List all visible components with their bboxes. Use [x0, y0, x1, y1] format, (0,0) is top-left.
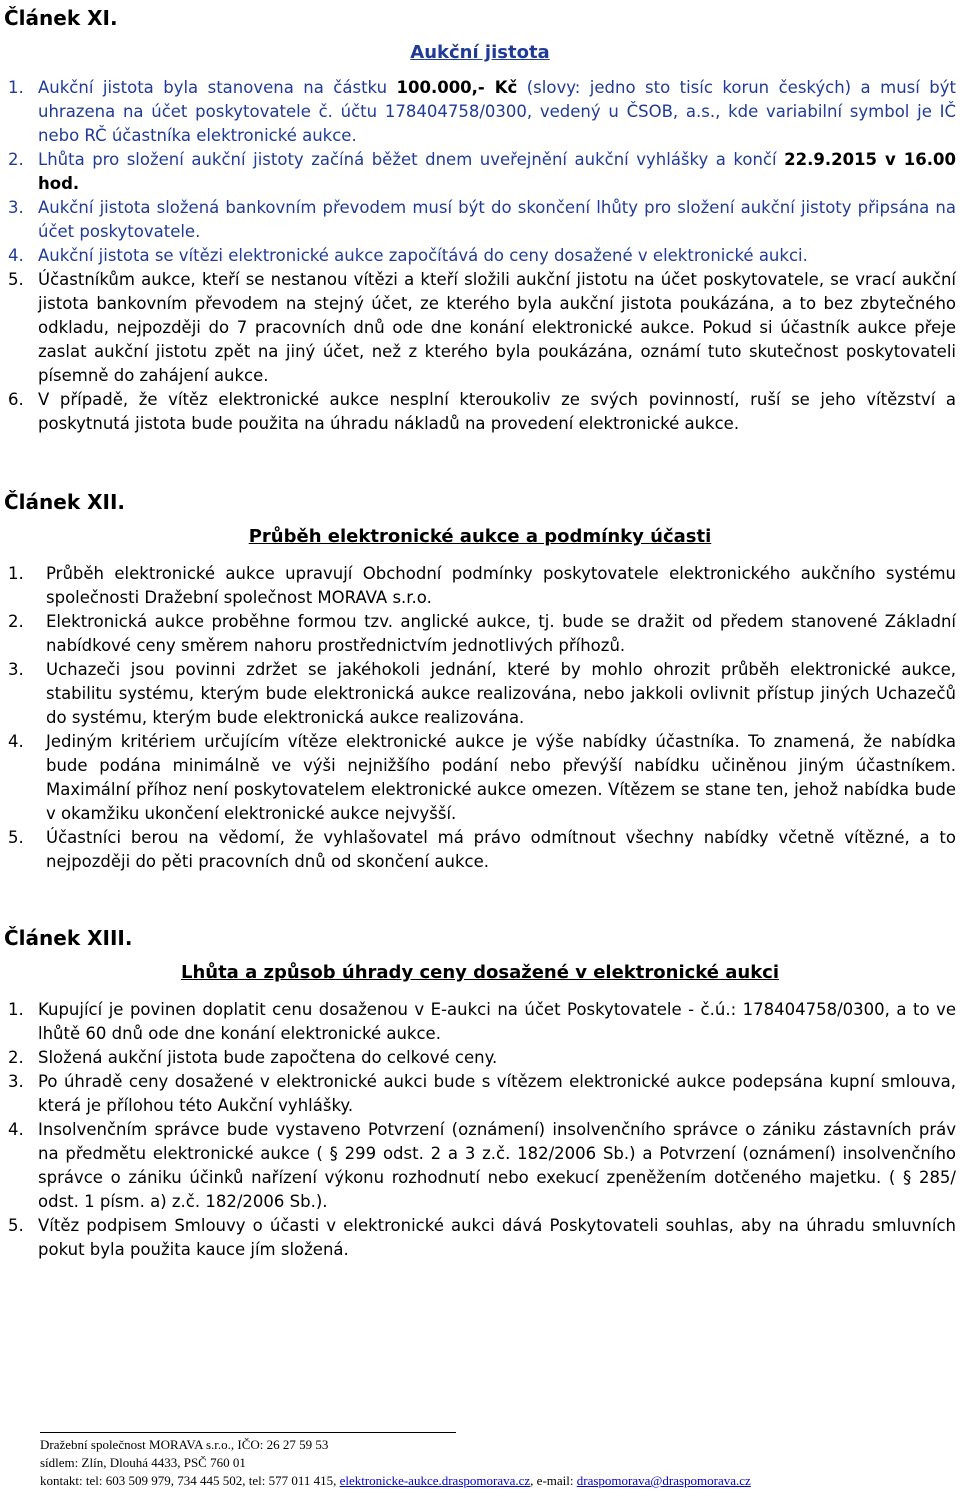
footer-company: Dražební společnost MORAVA s.r.o., IČO: 26 27 59 53 — [40, 1437, 329, 1452]
item-number: 1. — [8, 564, 24, 583]
item-number: 4. — [8, 1120, 24, 1139]
item-text: Aukční jistota složená bankovním převodem musí být do skončení lhůty pro složení aukční jistoty připsána na účet poskytovatele. — [38, 198, 956, 241]
article-13-list — [8, 998, 956, 1262]
footer-contact: kontakt: tel: 603 509 979, 734 445 502, tel: 577 011 415, elektronicke-aukce.draspomorava.cz, e-mail: draspomorava@draspomorava.cz — [40, 1473, 751, 1488]
item-number: 2. — [8, 612, 24, 631]
item-text: Průběh elektronické aukce upravují Obchodní podmínky poskytovatele elektronického aukčního systému společnosti Dražební společnost MORAVA s.r.o. — [46, 564, 956, 607]
list-item — [8, 998, 956, 1046]
list-item — [8, 148, 956, 196]
article-12-list — [8, 562, 956, 874]
item-text: Aukční jistota se vítězi elektronické aukce započítává do ceny dosažené v elektronické aukci. — [38, 246, 808, 265]
item-number: 5. — [8, 1216, 24, 1235]
item-text: Elektronická aukce proběhne formou tzv. anglické aukce, tj. bude se dražit od předem stanovené Základní nabídkové ceny směrem nahoru prostřednictvím jednotlivých příhozů. — [46, 612, 956, 655]
list-item — [8, 730, 956, 826]
item-text: Lhůta pro složení aukční jistoty začíná běžet dnem uveřejnění aukční vyhlášky a končí 22.9.2015 v 16.00 hod. — [38, 150, 956, 193]
list-item — [8, 244, 956, 268]
item-text: Aukční jistota byla stanovena na částku 100.000,- Kč (slovy: jedno sto tisíc korun českých) a musí být uhrazena na účet poskytovatele č. účtu 178404758/0300, vedený u ČSOB, a.s., kde variabilní symbol je IČ nebo RČ účastníka elektronické aukce. — [38, 78, 956, 145]
list-item — [8, 562, 956, 610]
list-item — [8, 1214, 956, 1262]
item-text: Po úhradě ceny dosažené v elektronické aukci bude s vítězem elektronické aukce podepsána kupní smlouva, která je přílohou této Aukční vyhlášky. — [38, 1072, 956, 1115]
item-number: 4. — [8, 732, 24, 751]
list-item — [8, 76, 956, 148]
item-number: 3. — [8, 1072, 24, 1091]
item-number: 3. — [8, 198, 24, 217]
article-13-heading: Článek XIII. — [4, 926, 133, 950]
list-item — [8, 1046, 956, 1070]
item-number: 2. — [8, 150, 24, 169]
item-text: V případě, že vítěz elektronické aukce nesplní kteroukoliv ze svých povinností, ruší se jeho vítězství a poskytnutá jistota bude použita na úhradu nákladů na provedení elektronické aukce. — [38, 390, 956, 433]
list-item — [8, 1118, 956, 1214]
deadline-bold: 22.9.2015 v 16.00 hod. — [38, 150, 956, 193]
list-item — [8, 388, 956, 436]
item-text: Vítěz podpisem Smlouvy o účasti v elektronické aukci dává Poskytovateli souhlas, aby na úhradu smluvních pokut byla použita kauce jím složená. — [38, 1216, 956, 1259]
footer-address: sídlem: Zlín, Dlouhá 4433, PSČ 760 01 — [40, 1455, 246, 1470]
item-text: Uchazeči jsou povinni zdržet se jakéhokoli jednání, které by mohlo ohrozit průběh elektronické aukce, stabilitu systému, kterým bude elektronická aukce realizována, nebo jakkoli ovlivnit přístup jiných Uchazečů do systému, kterým bude elektronická aukce realizována. — [46, 660, 956, 727]
email-link[interactable]: draspomorava@draspomorava.cz — [576, 1473, 751, 1488]
website-link[interactable]: elektronicke-aukce.draspomorava.cz — [339, 1473, 531, 1488]
list-item — [8, 196, 956, 244]
article-11-heading: Článek XI. — [4, 6, 118, 30]
item-number: 5. — [8, 828, 24, 847]
item-text: Jediným kritériem určujícím vítěze elektronické aukce je výše nabídky účastníka. To znamená, že nabídka bude podána minimálně ve výši nejnižšího podání nebo převýší nabídku učiněnou jiným účastníkem. Maximální příhoz není poskytovatelem elektronické aukce omezen. Vítězem se stane ten, jehož nabídka bude v okamžiku ukončení elektronické aukce nejvyšší. — [46, 732, 956, 823]
list-item — [8, 1070, 956, 1118]
item-text: Složená aukční jistota bude započtena do celkové ceny. — [38, 1048, 498, 1067]
article-11-subheading: Aukční jistota — [410, 42, 550, 63]
amount-bold: 100.000,- Kč — [396, 78, 518, 97]
article-13-subheading: Lhůta a způsob úhrady ceny dosažené v elektronické aukci — [180, 962, 780, 983]
item-number: 5. — [8, 270, 24, 289]
list-item — [8, 826, 956, 874]
footer — [40, 1436, 751, 1490]
list-item — [8, 268, 956, 388]
item-text: Kupující je povinen doplatit cenu dosaženou v E-aukci na účet Poskytovatele - č.ú.: 178404758/0300, a to ve lhůtě 60 dnů ode dne konání elektronické aukce. — [38, 1000, 956, 1043]
item-text: Účastníci berou na vědomí, že vyhlašovatel má právo odmítnout všechny nabídky včetně vítězné, a to nejpozději do pěti pracovních dnů od skončení aukce. — [46, 828, 956, 871]
list-item — [8, 658, 956, 730]
article-12-subheading: Průběh elektronické aukce a podmínky účasti — [248, 526, 712, 547]
item-text: Účastníkům aukce, kteří se nestanou vítězi a kteří složili aukční jistotu na účet poskytovatele, se vrací aukční jistota bankovním převodem na stejný účet, ze kterého byla aukční jistota poukázána, a to bez zbytečného odkladu, nejpozději do 7 pracovních dnů ode dne konání elektronické aukce. Pokud si účastník aukce přeje zaslat aukční jistotu zpět na jiný účet, než z kterého byla poukázána, oznámí tuto skutečnost poskytovateli písemně do zahájení aukce. — [38, 270, 956, 385]
footer-divider — [40, 1432, 456, 1433]
item-number: 2. — [8, 1048, 24, 1067]
item-number: 1. — [8, 1000, 24, 1019]
list-item — [8, 610, 956, 658]
article-11-list — [8, 76, 956, 436]
item-number: 4. — [8, 246, 24, 265]
item-number: 6. — [8, 390, 24, 409]
item-text: Insolvenčním správce bude vystaveno Potvrzení (oznámení) insolvenčního správce o zániku zástavních práv na předmětu elektronické aukce ( § 299 odst. 2 a 3 z.č. 182/2006 Sb.) a Potvrzení (oznámení) insolvenčního správce o zániku účinků nařízení výkonu rozhodnutí nebo exekucí zpeněžením dotčeného majetku. ( § 285/ odst. 1 písm. a) z.č. 182/2006 Sb.). — [38, 1120, 956, 1211]
item-number: 3. — [8, 660, 24, 679]
item-number: 1. — [8, 78, 24, 97]
article-12-heading: Článek XII. — [4, 490, 125, 514]
